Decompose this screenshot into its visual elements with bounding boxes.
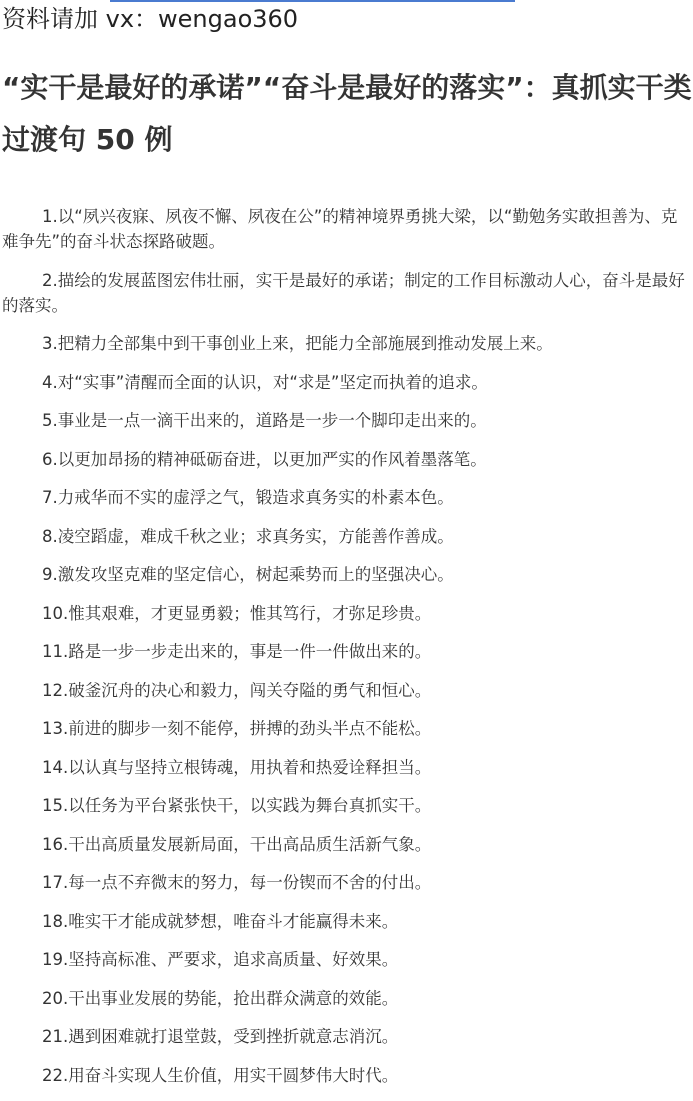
list-item: 1.以“夙兴夜寐、夙夜不懈、夙夜在公”的精神境界勇挑大梁，以“勤勉务实敢担善为、克难争先”的奋斗状态探路破题。 bbox=[2, 207, 678, 251]
list-item: 6.以更加昂扬的精神砥砺奋进，以更加严实的作风着墨落笔。 bbox=[42, 449, 487, 469]
list-item: 12.破釜沉舟的决心和毅力，闯关夺隘的勇气和恒心。 bbox=[42, 680, 432, 700]
list-item: 16.干出高质量发展新局面，干出高品质生活新气象。 bbox=[42, 834, 432, 854]
list-item: 10.惟其艰难，才更显勇毅；惟其笃行，才弥足珍贵。 bbox=[42, 603, 432, 623]
list-item: 8.凌空蹈虚，难成千秋之业；求真务实，方能善作善成。 bbox=[42, 526, 454, 546]
list-item: 21.遇到困难就打退堂鼓，受到挫折就意志消沉。 bbox=[42, 1027, 399, 1046]
list-item: 17.每一点不弃微末的努力，每一份锲而不舍的付出。 bbox=[42, 873, 432, 892]
list-item: 15.以任务为平台紧张快干，以实践为舞台真抓实干。 bbox=[42, 796, 432, 815]
banner-link-underline[interactable] bbox=[110, 0, 515, 2]
title-count: 50 bbox=[95, 123, 135, 156]
list-item: 14.以认真与坚持立根铸魂，用执着和热爱诠释担当。 bbox=[42, 757, 432, 777]
list-item: 7.力戒华而不实的虚浮之气，锻造求真务实的朴素本色。 bbox=[42, 488, 454, 507]
top-banner bbox=[0, 0, 693, 36]
title-main: “实干是最好的承诺”“奋斗是最好的落实”：真抓实干类过渡句 bbox=[2, 71, 692, 156]
sentence-list bbox=[0, 204, 693, 1101]
title-suffix: 例 bbox=[134, 123, 173, 156]
list-item: 20.干出事业发展的势能，抢出群众满意的效能。 bbox=[42, 988, 399, 1008]
list-item: 11.路是一步一步走出来的，事是一件一件做出来的。 bbox=[42, 642, 432, 661]
list-item: 22.用奋斗实现人生价值，用实干圆梦伟大时代。 bbox=[42, 1065, 399, 1085]
list-item: 4.对“实事”清醒而全面的认识，对“求是”坚定而执着的追求。 bbox=[42, 372, 488, 392]
list-item: 18.唯实干才能成就梦想，唯奋斗才能赢得未来。 bbox=[42, 911, 399, 931]
document-title bbox=[2, 62, 692, 166]
list-item: 19.坚持高标准、严要求，追求高质量、好效果。 bbox=[42, 950, 399, 969]
list-item: 2.描绘的发展蓝图宏伟壮丽，实干是最好的承诺；制定的工作目标激动人心，奋斗是最好的落实。 bbox=[2, 270, 685, 315]
list-item: 5.事业是一点一滴干出来的，道路是一步一个脚印走出来的。 bbox=[42, 411, 487, 430]
contact-banner-text: 资料请加 vx：wengao360 bbox=[2, 5, 299, 33]
list-item: 9.激发攻坚克难的坚定信心，树起乘势而上的坚强决心。 bbox=[42, 565, 454, 584]
list-item: 3.把精力全部集中到干事创业上来，把能力全部施展到推动发展上来。 bbox=[42, 334, 553, 353]
list-item: 13.前进的脚步一刻不能停，拼搏的劲头半点不能松。 bbox=[42, 719, 432, 738]
